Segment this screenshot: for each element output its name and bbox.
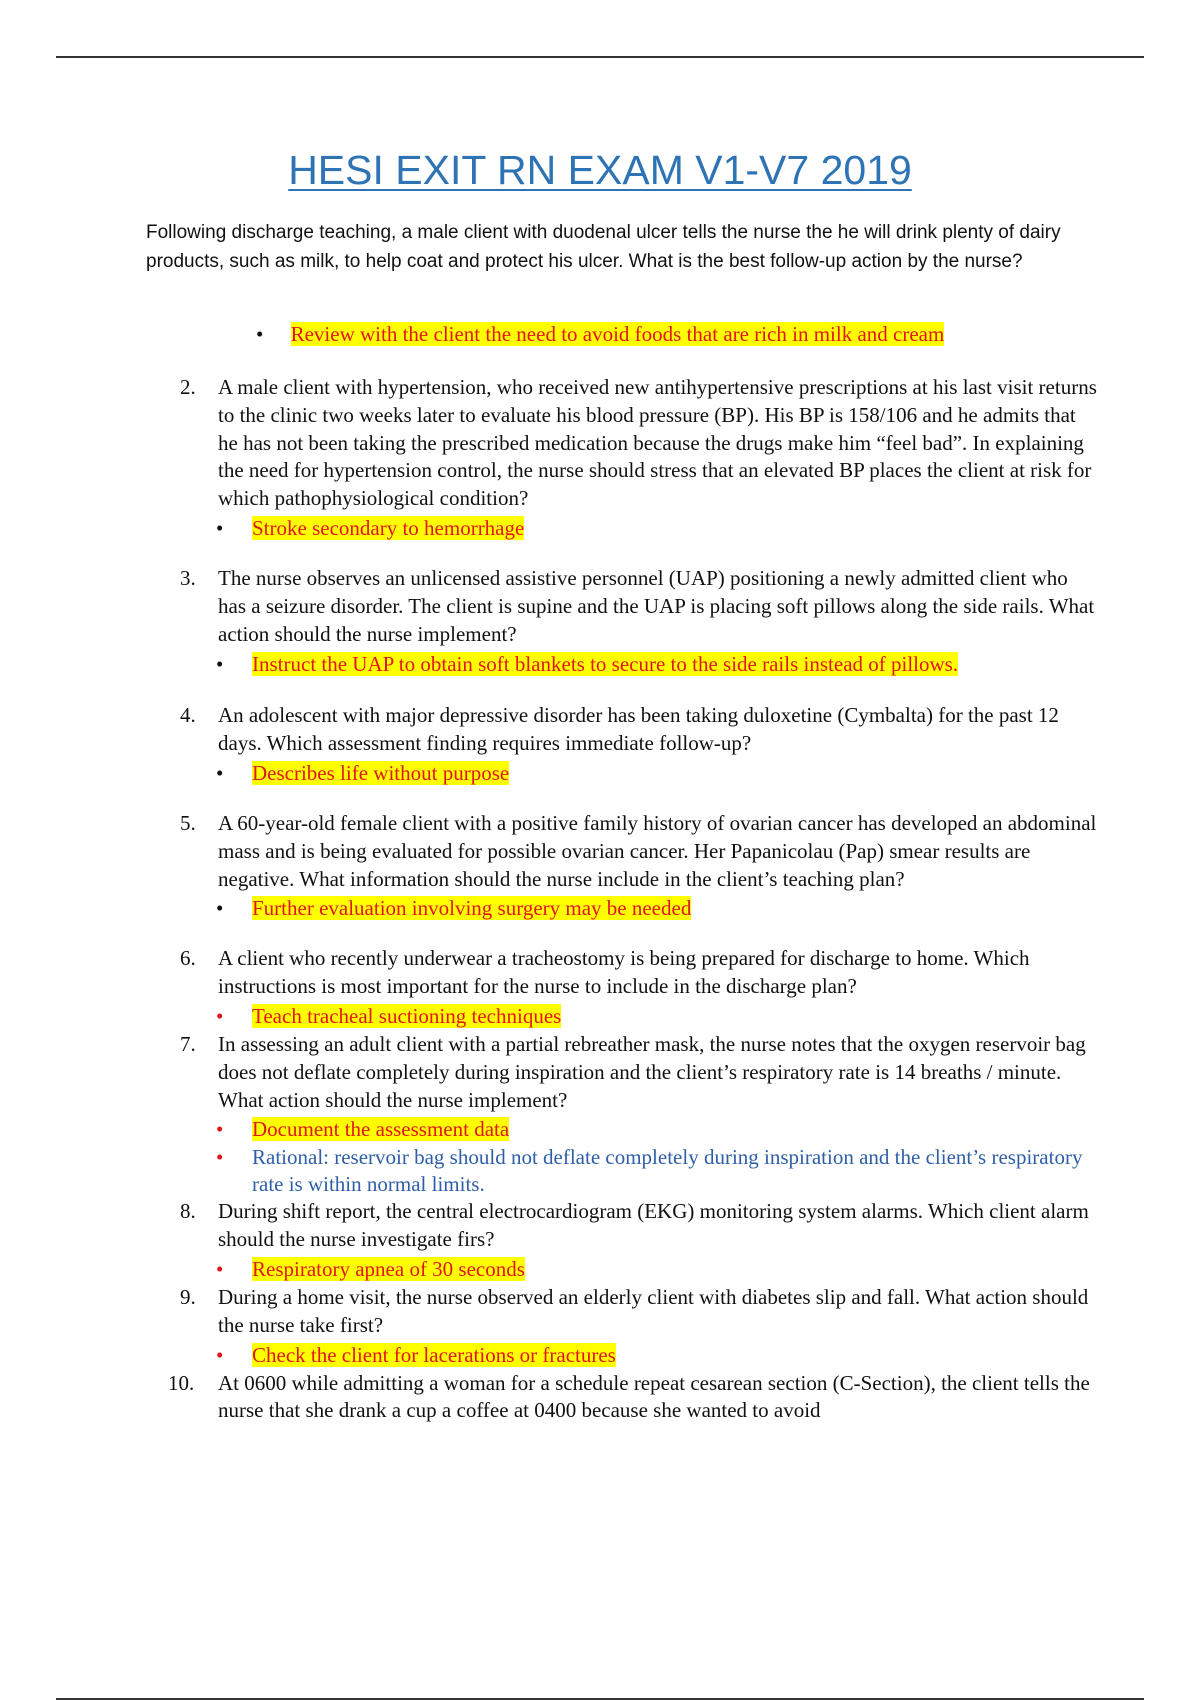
question-item: [180, 1198, 1100, 1254]
question-number: 8.: [180, 1199, 196, 1224]
question-number: 7.: [180, 1031, 196, 1056]
question-number: 5.: [180, 810, 196, 835]
question-text: A male client with hypertension, who received new antihypertensive prescriptions at his last visit returns to the clinic two weeks later to evaluate his blood pressure (BP). His BP is 158/106 and he admits that he has not been taking the prescribed medication because the drugs make him “feel bad”. In explaining the need for hypertension control, the nurse should stress that an elevated BP places the client at risk for which pathophysiological condition?: [218, 375, 1097, 511]
question-number: 6.: [180, 946, 196, 971]
answer-text: Review with the client the need to avoid foods that are rich in milk and cream: [290, 322, 945, 346]
page-title: HESI EXIT RN EXAM V1-V7 2019: [288, 147, 912, 193]
question-item: [180, 702, 1100, 758]
question-number: 3.: [180, 565, 196, 590]
bullet-icon: •: [216, 515, 224, 540]
answer-text: Further evaluation involving surgery may be needed: [252, 896, 692, 921]
answer-text: Document the assessment data: [252, 1117, 510, 1142]
question-text: A client who recently underwear a tracheostomy is being prepared for discharge to home. Which instructions is most important for the nurse to include in the discharge plan?: [218, 946, 1030, 999]
question-text: At 0600 while admitting a woman for a schedule repeat cesarean section (C-Section), the client tells the nurse that she drank a cup a coffee at 0400 because she wanted to avoid: [218, 1370, 1090, 1423]
answer-item: [180, 758, 1100, 788]
intro-question: Following discharge teaching, a male client with duodenal ulcer tells the nurse the he will drink plenty of dairy products, such as milk, to help coat and protect his ulcer. What is the best follow-up action by the nurse?: [146, 222, 1061, 272]
question-item: [180, 374, 1100, 513]
bullet-icon: •: [216, 1342, 224, 1367]
question-item: [180, 810, 1100, 893]
bullet-icon: •: [256, 322, 264, 346]
answer-item: [180, 1001, 1100, 1031]
answer-item: [180, 1340, 1100, 1370]
top-rule: [56, 56, 1144, 58]
question-list: [168, 374, 1100, 1425]
bullet-icon: •: [216, 1117, 224, 1142]
answer-text: Check the client for lacerations or fractures: [252, 1342, 616, 1367]
bullet-icon: •: [216, 1003, 224, 1028]
question-text: An adolescent with major depressive disorder has been taking duloxetine (Cymbalta) for the past 12 days. Which assessment finding requires immediate follow-up?: [218, 703, 1059, 756]
question-item: [180, 565, 1100, 648]
bullet-icon: •: [216, 1145, 224, 1170]
question-text: A 60-year-old female client with a positive family history of ovarian cancer has developed an abdominal mass and is being evaluated for possible ovarian cancer. Her Papanicolau (Pap) smear results are negative. What information should the nurse include in the client’s teaching plan?: [218, 810, 1097, 891]
question-text: In assessing an adult client with a partial rebreather mask, the nurse notes that the oxygen reservoir bag does not deflate completely during inspiration and the client’s respiratory rate is 14 breaths / minute. What action should the nurse implement?: [218, 1031, 1086, 1112]
rationale-text: Rational: reservoir bag should not deflate completely during inspiration and the client’s respiratory rate is within normal limits.: [252, 1145, 1083, 1197]
answer-item: [180, 1254, 1100, 1284]
question-number: 2.: [180, 375, 196, 399]
question-text: The nurse observes an unlicensed assistive personnel (UAP) positioning a newly admitted client who has a seizure disorder. The client is supine and the UAP is placing soft pillows along the side rails. What action should the nurse implement?: [218, 565, 1095, 646]
answer-text: Stroke secondary to hemorrhage: [252, 515, 525, 540]
question-number: 10.: [168, 1370, 195, 1395]
question-text: During shift report, the central electrocardiogram (EKG) monitoring system alarms. Which client alarm should the nurse investigate firs?: [218, 1199, 1089, 1252]
question-item: [180, 1031, 1100, 1114]
answer-text: Teach tracheal suctioning techniques: [252, 1003, 562, 1028]
question-number: 9.: [180, 1284, 196, 1309]
question-item: [180, 1284, 1100, 1340]
bullet-icon: •: [216, 760, 224, 785]
question-item: [168, 1370, 1100, 1426]
bullet-icon: •: [216, 1256, 224, 1281]
question-number: 4.: [180, 703, 196, 728]
question-text: During a home visit, the nurse observed an elderly client with diabetes slip and fall. What action should the nurse take first?: [218, 1284, 1089, 1337]
answer-text: Instruct the UAP to obtain soft blankets to secure to the side rails instead of pillows.: [252, 652, 959, 677]
answer-item: [180, 1114, 1100, 1144]
answer-item: [180, 648, 1100, 680]
bullet-icon: •: [216, 652, 224, 677]
question-item: [180, 945, 1100, 1001]
rationale-item: [180, 1144, 1100, 1198]
answer-text: Respiratory apnea of 30 seconds: [252, 1256, 525, 1281]
intro-answer: [256, 322, 944, 347]
answer-item: [180, 893, 1100, 923]
answer-text: Describes life without purpose: [252, 760, 510, 785]
bullet-icon: •: [216, 896, 224, 921]
answer-item: [180, 513, 1100, 543]
